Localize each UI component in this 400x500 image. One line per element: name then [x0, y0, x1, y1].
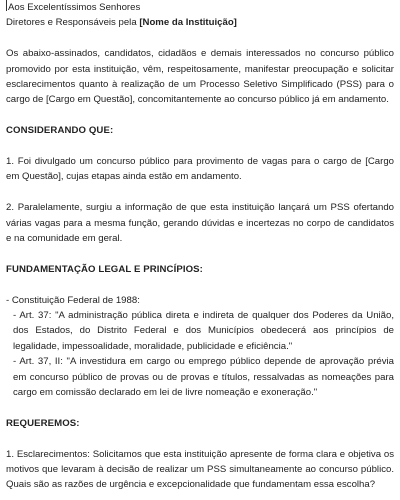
- salutation-line-1: [6, 0, 394, 15]
- requeremos-heading: REQUEREMOS:: [6, 417, 80, 429]
- requeremos-item-1: 1. Esclarecimentos: Solicitamos que esta instituição apresente de forma clara e objetiva os motivos que levaram à decisão de realizar um PSS simultaneamente ao concurso público. Quais são as razões de urgência e excepcionalidade que fundamentam essa escolha?: [6, 448, 394, 491]
- spacer: [6, 277, 394, 292]
- article-37: - Art. 37: "A administração pública direta e indireta de qualquer dos Poderes da União, dos Estados, do Distrito Federal e dos Municípios obedecerá aos princípios de legalidade, impessoalidade, moralidade, publicidade e eficiência.": [13, 310, 394, 352]
- salutation-prefix: Diretores e Responsáveis pela: [6, 17, 140, 29]
- spacer: [6, 431, 394, 446]
- spacer: [6, 185, 394, 200]
- spacer: [6, 31, 394, 46]
- spacer: [6, 139, 394, 154]
- intro-paragraph: Os abaixo-assinados, candidatos, cidadãos e demais interessados no concurso público promovido por esta instituição, vêm, respeitosamente, manifestar preocupação e solicitar esclarecimentos quanto à realização de um Processo Seletivo Simplificado (PSS) para o cargo de [Cargo em Questão], concomitantemente ao concurso público já em andamento.: [6, 48, 394, 106]
- spacer: [6, 400, 394, 415]
- spacer: [6, 108, 394, 123]
- document-body: [6, 0, 394, 493]
- constitution-reference: - Constituição Federal de 1988:: [6, 294, 140, 306]
- considerando-item-1: 1. Foi divulgado um concurso público para provimento de vagas para o cargo de [Cargo em Questão], cujas etapas ainda estão em andamento.: [6, 156, 394, 183]
- considerando-heading: CONSIDERANDO QUE:: [6, 125, 114, 137]
- considerando-item-2: 2. Paralelamente, surgiu a informação de que esta instituição lançará um PSS ofertando várias vagas para a mesma função, gerando dúvidas e incertezas no corpo de candidatos e na comunidade em geral.: [6, 202, 394, 245]
- salutation-line-2: [6, 15, 394, 30]
- salutation-text: Aos Excelentíssimos Senhores: [8, 2, 141, 13]
- fundamentacao-heading: FUNDAMENTAÇÃO LEGAL E PRINCÍPIOS:: [6, 263, 203, 275]
- text-cursor: [6, 0, 7, 11]
- spacer: [6, 246, 394, 261]
- article-37-ii: - Art. 37, II: "A investidura em cargo ou emprego público depende de aprovação prévia em concurso público de provas ou de provas e títulos, ressalvadas as nomeações para cargo em comissão declarado em lei de livre nomeação e exoneração.": [13, 356, 394, 399]
- institution-name-placeholder: [Nome da Instituição]: [139, 17, 237, 29]
